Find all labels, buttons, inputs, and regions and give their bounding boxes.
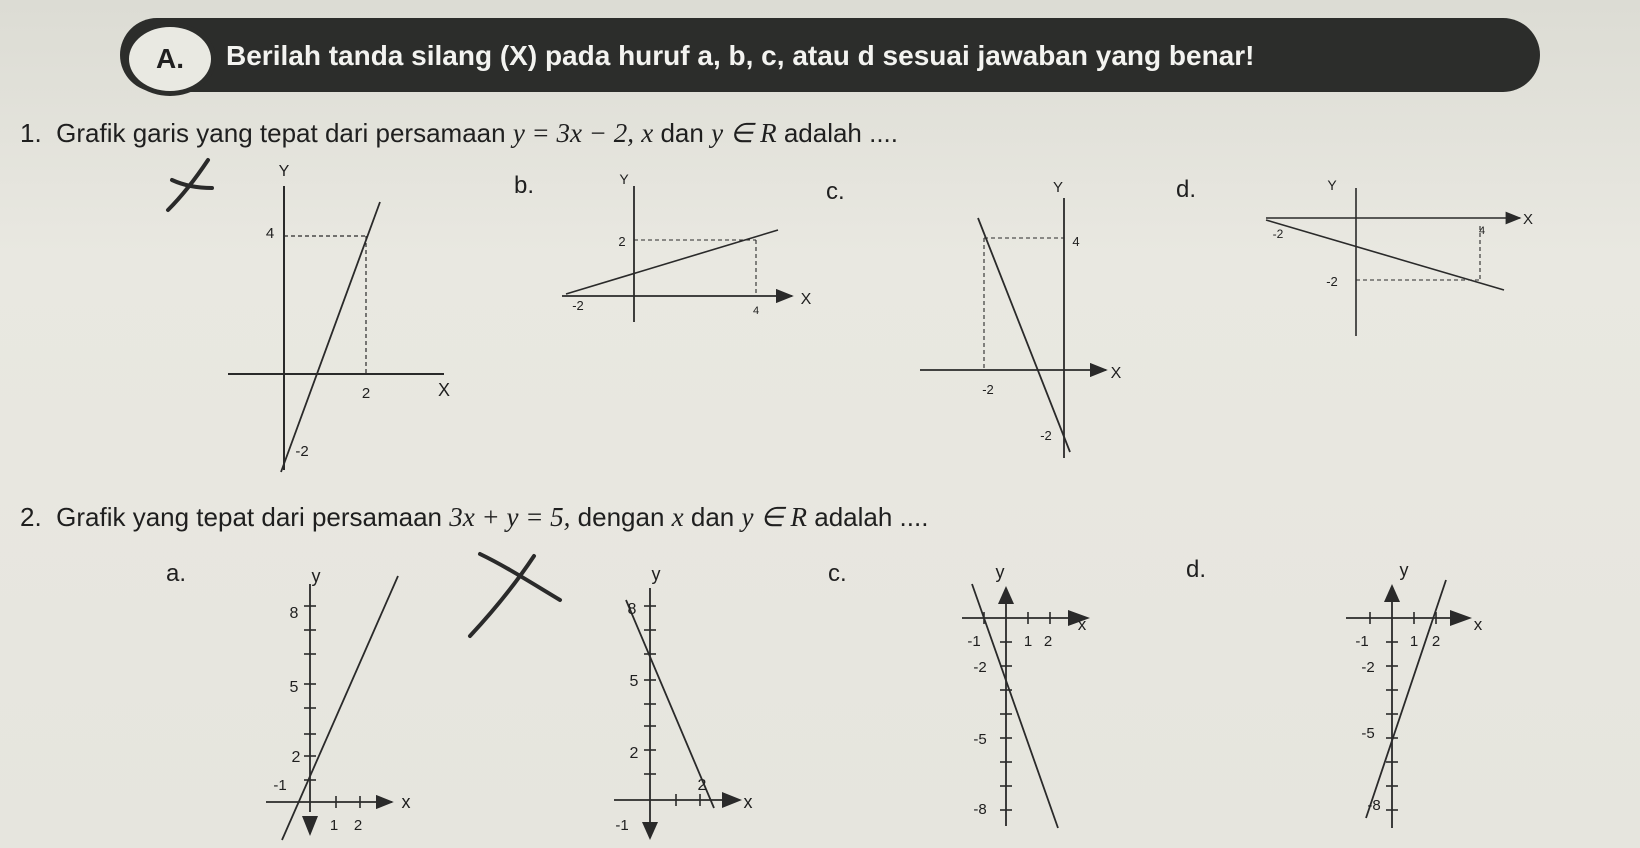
tick-label: 2 <box>629 745 639 762</box>
plot-line <box>972 584 1058 828</box>
tick-label: -2 <box>973 659 987 676</box>
x-axis-arrow <box>1450 610 1472 626</box>
x-axis-label: x <box>1473 615 1483 634</box>
tick-label: 4 <box>752 305 760 317</box>
tick-label: -1 <box>615 817 629 834</box>
x-axis-label: x <box>1077 615 1087 634</box>
y-axis-arrow <box>1384 584 1400 602</box>
tick-label: -2 <box>982 382 994 397</box>
tick-label: 4 <box>265 225 275 242</box>
tick-label: -8 <box>973 801 987 818</box>
x-axis-label: X <box>1522 211 1534 228</box>
equation: 3x + y = 5, <box>449 502 571 532</box>
plot-line <box>1366 580 1446 818</box>
tick-label: -2 <box>1040 428 1052 443</box>
y-axis-label: Y <box>1327 177 1337 193</box>
tick-label: -2 <box>572 298 584 313</box>
tick-label: -1 <box>1355 633 1369 650</box>
x-axis-label: X <box>800 291 812 308</box>
question-2: 2. Grafik yang tepat dari persamaan 3x + y = 5, dengan x dan y ∈ R adalah .... <box>20 502 929 532</box>
tick-label: 2 <box>291 749 301 766</box>
y-ticks <box>644 606 700 806</box>
tick-label: 1 <box>1409 633 1419 650</box>
y-axis-arrow <box>302 816 318 836</box>
x-axis-label: x <box>401 792 411 812</box>
x-axis-arrow <box>722 792 742 808</box>
y-axis-label: Y <box>619 171 629 187</box>
graph-1b <box>562 186 792 322</box>
tick-label: 4 <box>1072 234 1080 249</box>
option-2c-label[interactable]: c. <box>828 560 847 587</box>
plot-line <box>282 576 398 840</box>
y-axis-label: Y <box>1052 179 1064 196</box>
tick-label: 8 <box>627 601 637 618</box>
tick-label: 2 <box>1043 633 1053 650</box>
y-axis-arrow <box>998 586 1014 604</box>
y-axis-label: Y <box>278 163 290 180</box>
option-2a-label[interactable]: a. <box>166 560 187 587</box>
tick-label: -1 <box>273 777 287 794</box>
tick-label: 4 <box>1478 225 1486 237</box>
tick-label: 1 <box>329 817 339 834</box>
y-axis-label: y <box>1399 560 1409 580</box>
tick-label: 8 <box>289 605 299 622</box>
option-2d-label[interactable]: d. <box>1186 556 1207 583</box>
cross-mark-2b <box>470 554 560 636</box>
tick-label: -2 <box>1361 659 1375 676</box>
section-badge: A. <box>124 22 216 96</box>
section-instruction: Berilah tanda silang (X) pada huruf a, b, c, atau d sesuai jawaban yang benar! <box>226 40 1255 71</box>
tick-label: 1 <box>1023 633 1033 650</box>
y-axis-label: y <box>651 564 661 584</box>
tick-label: -2 <box>295 443 309 460</box>
graph-2c <box>962 584 1090 828</box>
tick-label: 2 <box>618 234 626 249</box>
option-1c-label[interactable]: c. <box>826 178 845 205</box>
y-axis-label: y <box>311 566 321 586</box>
y-axis-label: y <box>995 562 1005 582</box>
x-axis-label: x <box>743 792 753 812</box>
equation: y = 3x − 2, <box>512 118 634 148</box>
x-axis-label: X <box>1110 365 1122 382</box>
tick-label: -2 <box>1326 274 1338 289</box>
tick-label: -5 <box>973 731 987 748</box>
x-axis-label: X <box>437 380 451 400</box>
tick-label: 2 <box>361 385 371 402</box>
y-axis-arrow <box>642 822 658 840</box>
plot-line <box>978 218 1070 452</box>
question-number: 2. <box>20 502 42 532</box>
graph-1d <box>1266 188 1520 336</box>
graph-2a <box>266 576 398 840</box>
tick-label: 2 <box>353 817 363 834</box>
option-1b-label[interactable]: b. <box>514 172 535 199</box>
tick-label: -8 <box>1367 797 1381 814</box>
tick-label: -2 <box>1272 227 1284 241</box>
cross-mark-1a <box>168 160 212 210</box>
y-ticks <box>304 606 360 808</box>
tick-label: 5 <box>289 679 299 696</box>
tick-label: -5 <box>1361 725 1375 742</box>
tick-label: 2 <box>697 777 707 794</box>
plot-line <box>281 202 380 472</box>
question-number: 1. <box>20 118 42 148</box>
tick-label: 5 <box>629 673 639 690</box>
question-1: 1. Grafik garis yang tepat dari persamaan y = 3x − 2, x dan y ∈ R adalah .... <box>20 118 899 148</box>
option-1d-label[interactable]: d. <box>1176 176 1197 203</box>
tick-label: 2 <box>1431 633 1441 650</box>
graph-1a <box>228 186 444 472</box>
graph-2b <box>614 588 742 840</box>
graph-2d <box>1346 580 1472 828</box>
tick-label: -1 <box>967 633 981 650</box>
